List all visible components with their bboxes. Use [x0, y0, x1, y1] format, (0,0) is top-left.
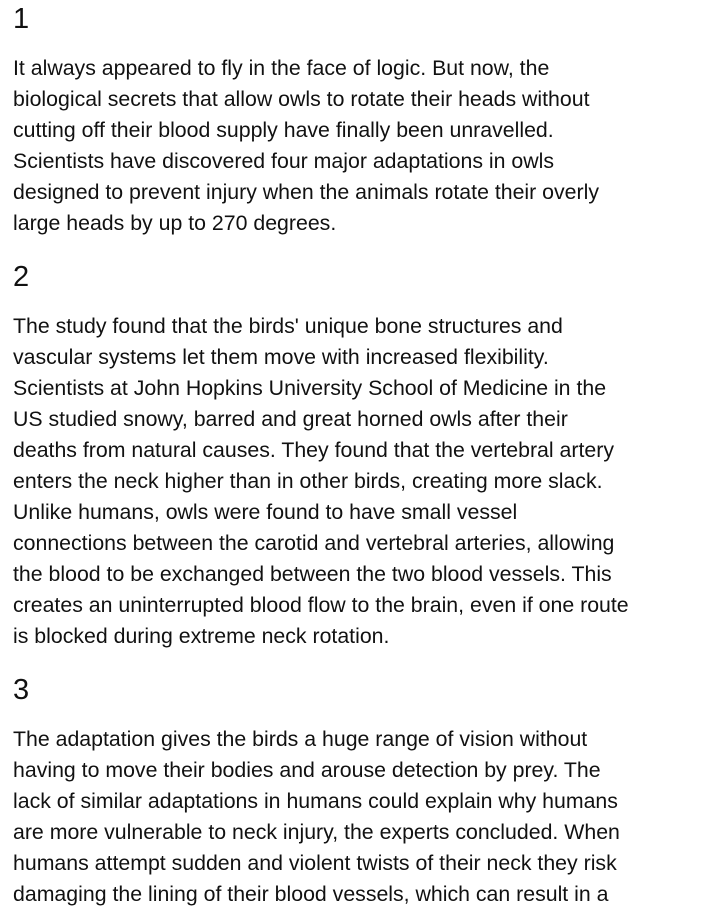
section-2 [13, 260, 703, 652]
section-number: 2 [13, 261, 30, 293]
section-number: 1 [13, 3, 30, 35]
section-1 [13, 2, 703, 239]
document-page [13, 0, 703, 910]
section-paragraph: The adaptation gives the birds a huge range of vision without having to move their bodies and arouse detection by prey. The lack of similar adaptations in humans could explain why humans are more vulnerable to neck injury, the experts concluded. When humans attempt sudden and violent twists of their neck they risk damaging the lining of their blood vessels, which can result in a [13, 727, 620, 906]
section-paragraph: The study found that the birds' unique bone structures and vascular systems let them move with increased flexibility. Scientists at John Hopkins University School of Medicine in the US studied snowy, barred and great horned owls after their deaths from natural causes. They found that the vertebral artery enters the neck higher than in other birds, creating more slack. Unlike humans, owls were found to have small vessel connections between the carotid and vertebral arteries, allowing the blood to be exchanged between the two blood vessels. This creates an uninterrupted blood flow to the brain, even if one route is blocked during extreme neck rotation. [13, 314, 629, 648]
section-paragraph: It always appeared to fly in the face of logic. But now, the biological secrets that allow owls to rotate their heads without cutting off their blood supply have finally been unravelled. Scientists have discovered four major adaptations in owls designed to prevent injury when the animals rotate their overly large heads by up to 270 degrees. [13, 56, 599, 235]
section-3 [13, 673, 703, 910]
section-number: 3 [13, 674, 30, 706]
